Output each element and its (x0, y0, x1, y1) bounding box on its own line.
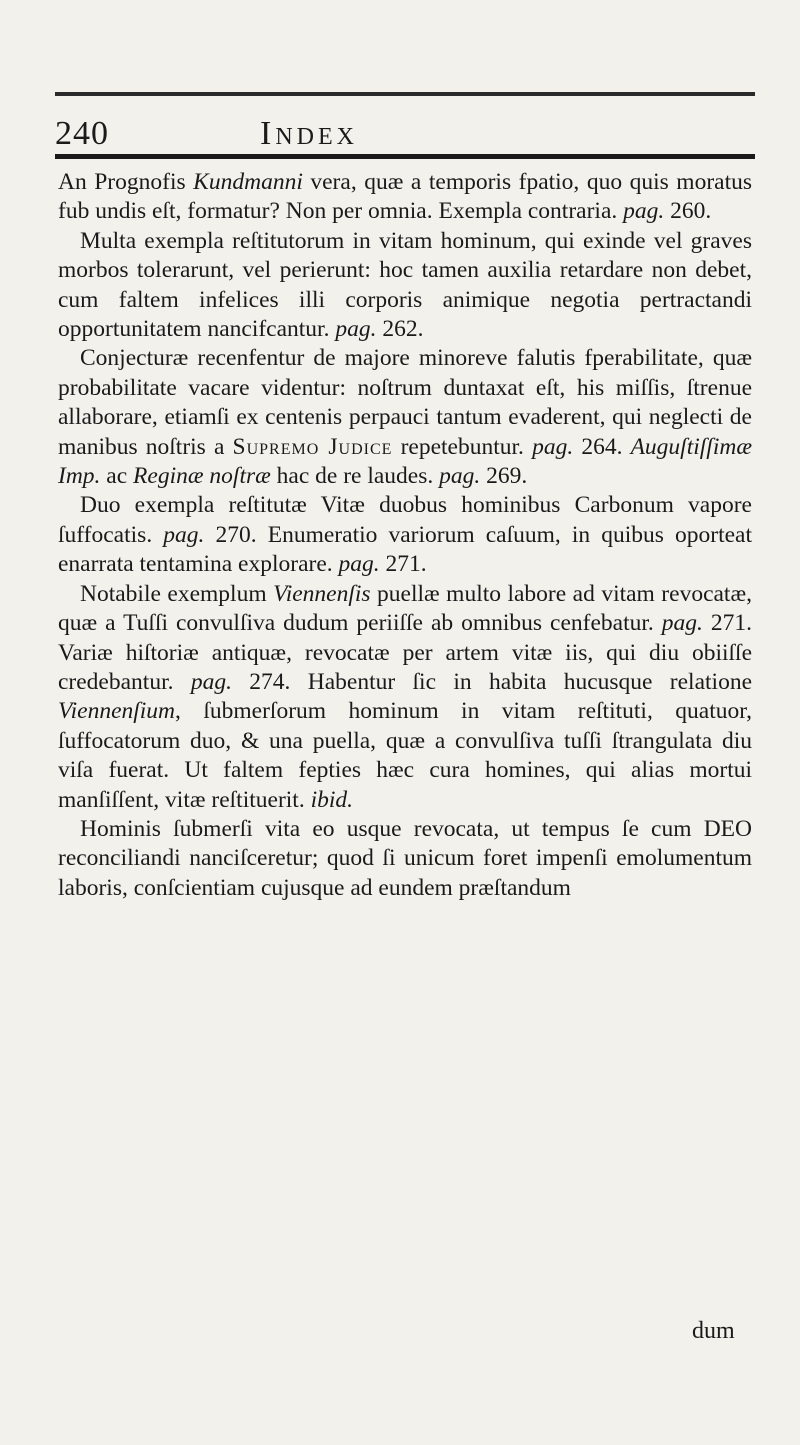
italic-run: pag. (190, 668, 232, 695)
page-header (55, 103, 755, 159)
italic-run: pag. (623, 198, 665, 225)
italic-run: pag. (532, 433, 574, 460)
italic-run: pag. (661, 610, 703, 637)
small-caps-run: Supremo Judice (232, 433, 393, 460)
italic-run: Viennenſium (58, 698, 176, 725)
index-entry: Conjecturæ recenfentur de majore minoreve falutis fperabilitate, quæ probabilitate vacare videntur: noſtrum duntaxat eſt, his miſſis, ſtrenue allaborare, etiamſi ex centenis perpauci tantum evaderent, qui neglecti de manibus noſtris a Supremo Judice repetebuntur. pag. 264. Auguſtiſſimæ Imp. ac Reginæ noſtræ hac de re laudes. pag. 269. (58, 345, 753, 490)
index-entry: Notabile exemplum Viennenſis puellæ multo labore ad vitam revocatæ, quæ a Tuſſi convulſiva dudum periiſſe ab omnibus cenfebatur. pag. 271. Variæ hiſtoriæ antiquæ, revocatæ per artem vitæ iis, qui diu obiiſſe credebantur. pag. 274. Habentur ſic in habita hucusque relatione Viennenſium, ſubmerſorum hominum in vitam reſtituti, quatuor, ſuffocatorum duo, & una puella, quæ a convulſiva tuſſi ſtrangulata diu viſa fuerat. Ut faltem fepties hæc cura homines, qui alias mortui manſiſſent, vitæ reſtituerit. ibid. (58, 580, 753, 813)
italic-run: pag. (439, 463, 481, 490)
index-entry: Multa exempla reſtitutorum in vitam hominum, qui exinde vel graves morbos tolerarunt, vel perierunt: hoc tamen auxilia retardare non debet, cum faltem infelices illi corporis animique negotia pertractandi opportunitatem nancifcantur. pag. 262. (58, 227, 752, 343)
italic-run: Kundmanni (193, 169, 303, 195)
italic-run: Reginæ noſtræ (133, 463, 271, 490)
italic-run: ibid. (310, 786, 354, 813)
italic-run: pag. (338, 551, 380, 578)
italic-run: Viennenſis (273, 580, 371, 607)
index-entry: An Prognofis Kundmanni vera, quæ a temporis fpatio, quo quis moratus fub undis eſt, formatur? Non per omnia. Exempla contraria. pag. 260. (58, 169, 752, 225)
running-head: Index (260, 115, 358, 152)
italic-run: Auguſtiſſimæ Imp. (58, 433, 753, 490)
italic-run: pag. (335, 316, 377, 343)
header-rule (55, 154, 755, 159)
catchword: dum (692, 1318, 735, 1344)
italic-run: pag. (163, 521, 205, 548)
top-rule (55, 92, 755, 96)
index-entry: Hominis ſubmerſi vita eo usque revocata, ut tempus ſe cum DEO reconciliandi nanciſceretur; quod ſi unicum foret impenſi emolumentum laboris, conſcientiam cujusque ad eundem præſtandum (58, 815, 752, 901)
index-entry: Duo exempla reſtitutæ Vitæ duobus hominibus Carbonum vapore ſuffocatis. pag. 270. Enumeratio variorum caſuum, in quibus oporteat enarrata tentamina explorare. pag. 271. (58, 492, 752, 578)
index-text (58, 168, 752, 903)
page-number: 240 (55, 115, 109, 152)
